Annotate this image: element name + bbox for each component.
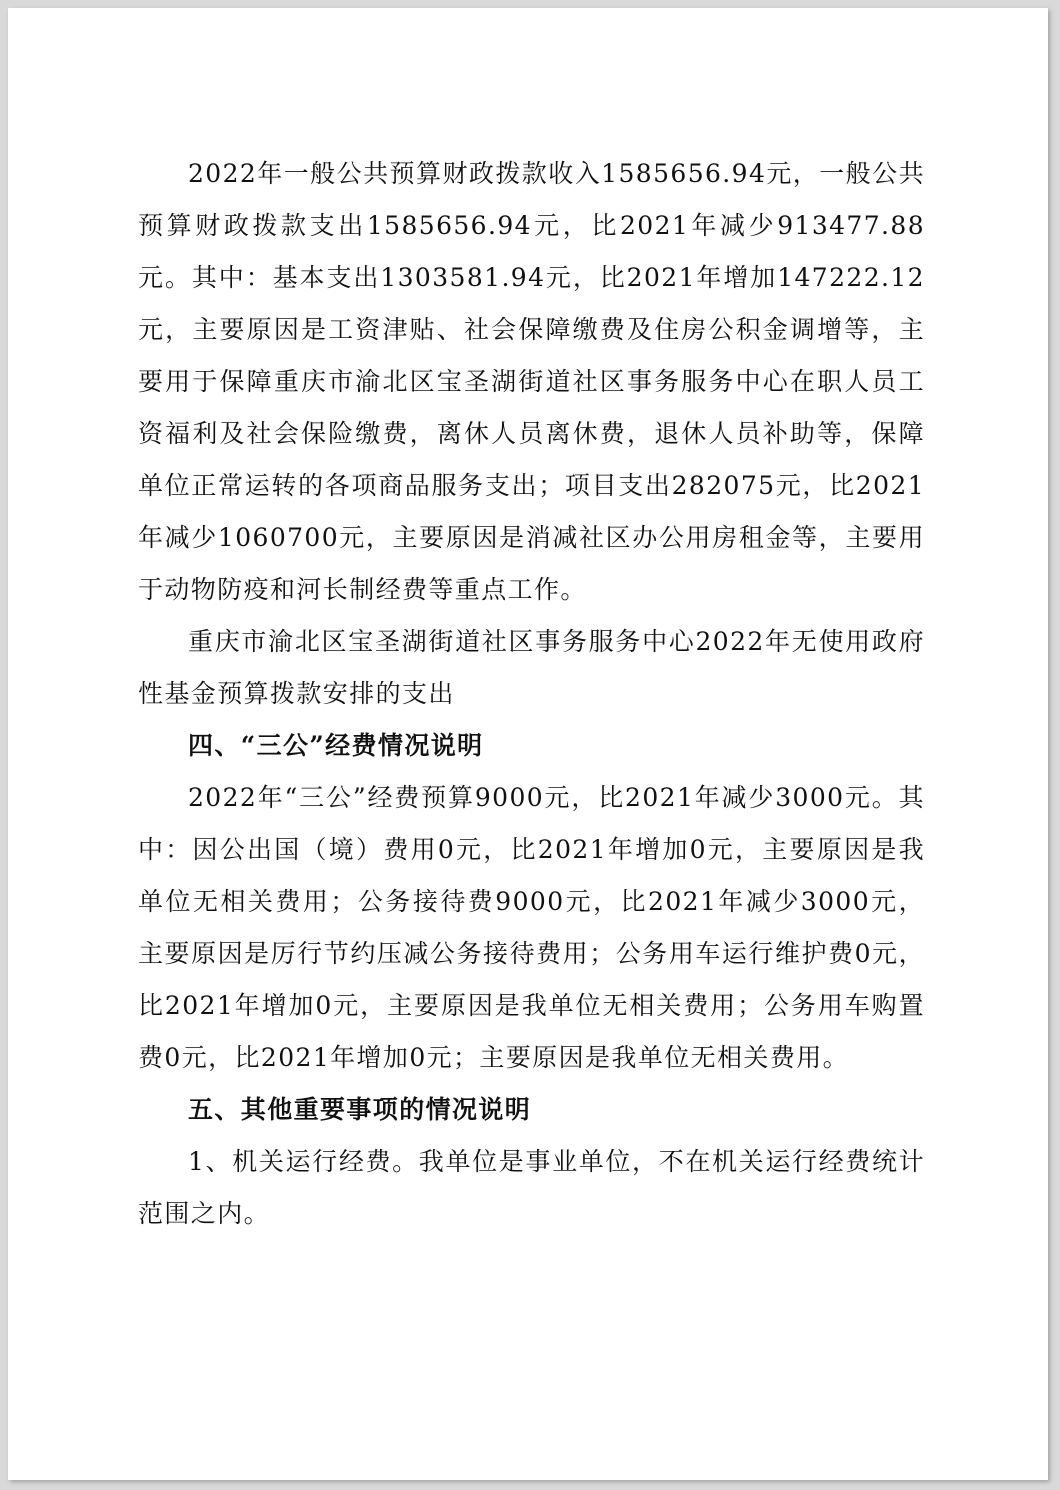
paragraph-general-budget: 2022年一般公共预算财政拨款收入1585656.94元，一般公共预算财政拨款支出1585656.94元，比2021年减少913477.88元。其中：基本支出1303581.94元，比2021年增加147222.12元，主要原因是工资津贴、社会保障缴费及住房公积金调增等，主要用于保障重庆市渝北区宝圣湖街道社区事务服务中心在职人员工资福利及社会保险缴费，离休人员离休费，退休人员补助等，保障单位正常运转的各项商品服务支出；项目支出282075元，比2021年减少1060700元，主要原因是消减社区办公用房租金等，主要用于动物防疫和河长制经费等重点工作。 xyxy=(138,159,925,604)
section-heading-other-matters: 五、其他重要事项的情况说明 xyxy=(188,1095,532,1124)
paragraph-operating-expenses: 1、机关运行经费。我单位是事业单位，不在机关运行经费统计范围之内。 xyxy=(138,1147,925,1228)
document-page xyxy=(8,8,1048,1480)
paragraph-government-fund: 重庆市渝北区宝圣湖街道社区事务服务中心2022年无使用政府性基金预算拨款安排的支出 xyxy=(138,627,925,708)
section-heading-three-public: 四、“三公”经费情况说明 xyxy=(188,731,484,760)
paragraph-three-public-expenses: 2022年“三公”经费预算9000元，比2021年减少3000元。其中：因公出国（境）费用0元，比2021年增加0元，主要原因是我单位无相关费用；公务接待费9000元，比2021年减少3000元，主要原因是厉行节约压减公务接待费用；公务用车运行维护费0元，比2021年增加0元，主要原因是我单位无相关费用；公务用车购置费0元，比2021年增加0元；主要原因是我单位无相关费用。 xyxy=(138,783,925,1072)
document-body xyxy=(138,148,925,1240)
